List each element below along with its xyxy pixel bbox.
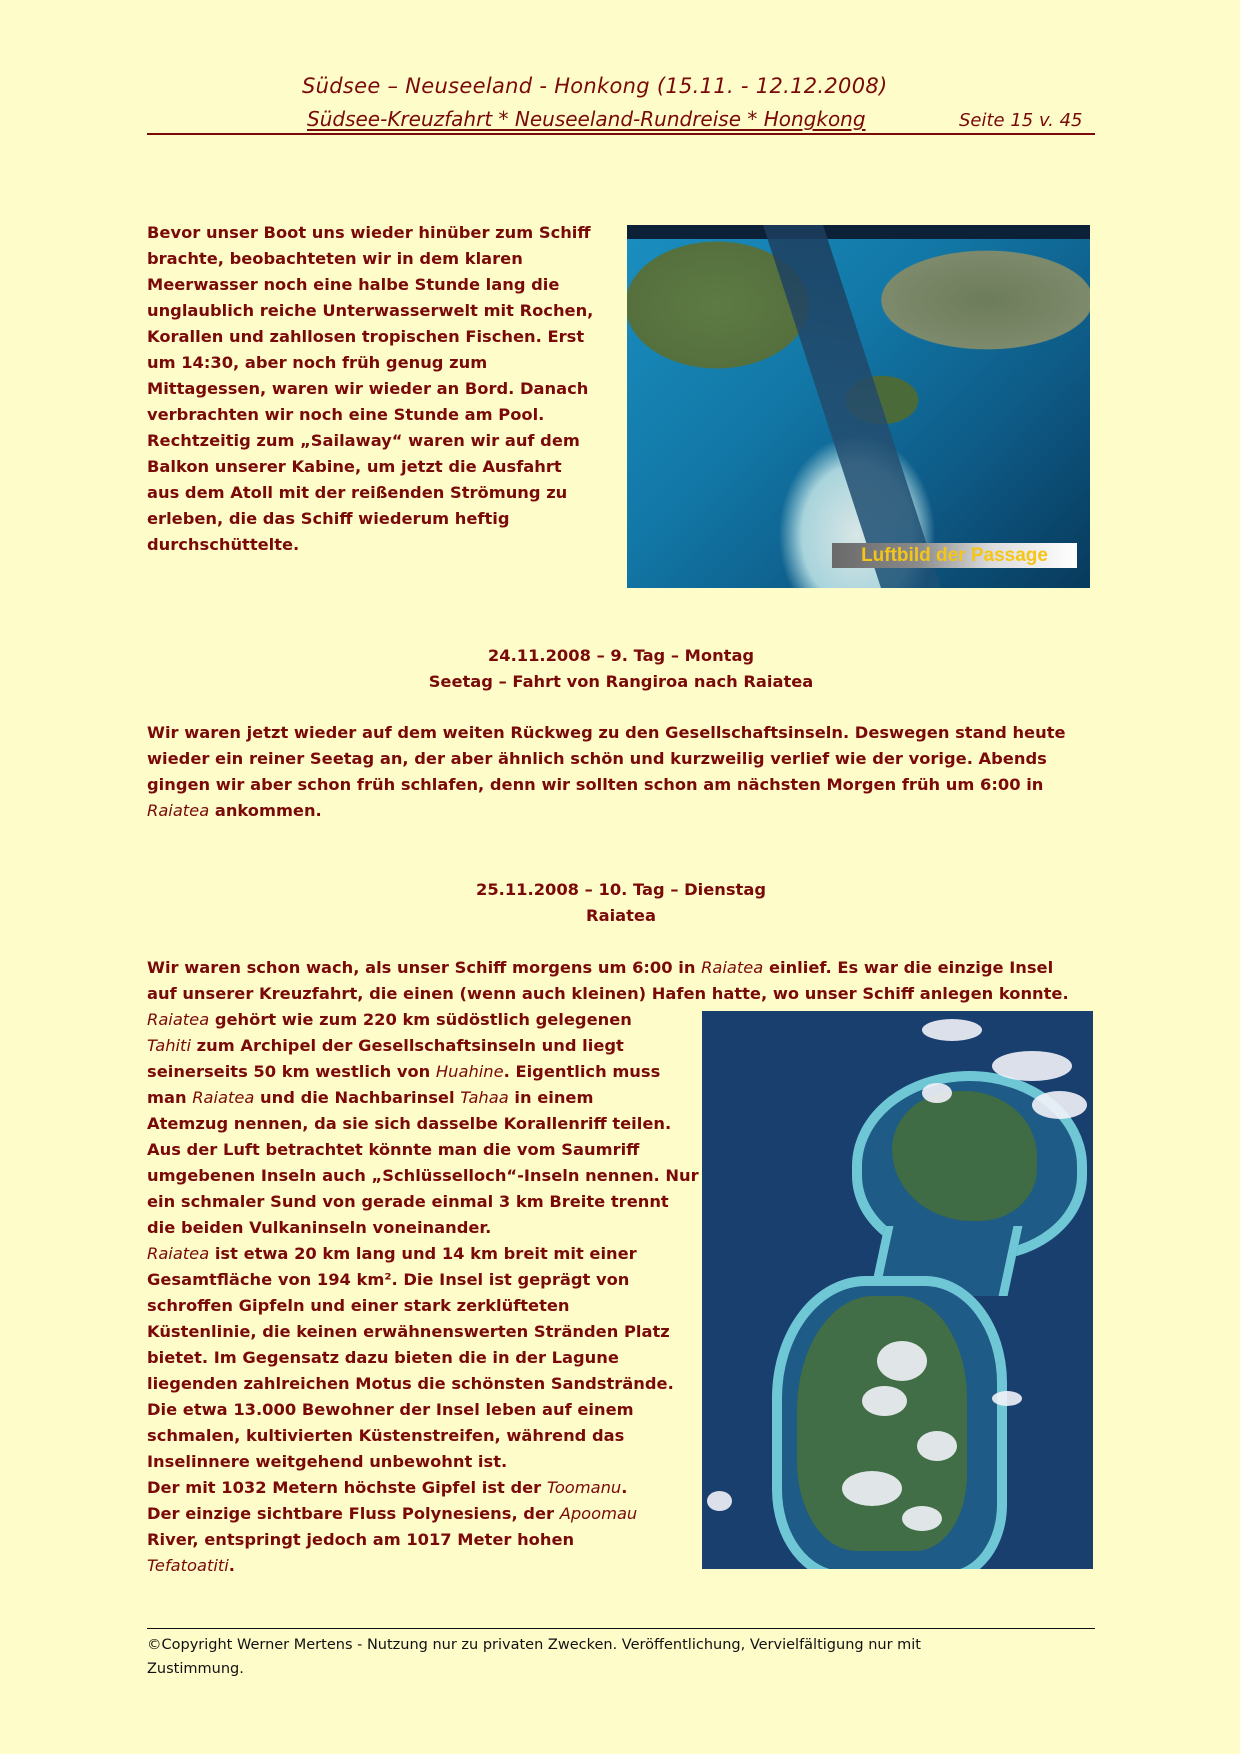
text-fragment: Der einzige sichtbare Fluss Polynesiens, der [147, 1504, 560, 1523]
text-line [147, 1033, 687, 1059]
day10-heading: 25.11.2008 – 10. Tag – Dienstag [476, 880, 766, 899]
text-line: gingen wir aber schon früh schlafen, denn wir sollten schon am nächsten Morgen früh um 6:00 in [147, 775, 1044, 794]
text-line: auf unserer Kreuzfahrt, die einen (wenn auch kleinen) Hafen hatte, wo unser Schiff anlegen konnte. [147, 984, 1069, 1003]
cloud [1032, 1091, 1087, 1119]
text-line: Bevor unser Boot uns wieder hinüber zum Schiff [147, 223, 591, 242]
day10-intro-paragraph [147, 955, 1097, 1007]
text-fragment: zum Archipel der Gesellschaftsinseln und liegt [190, 1036, 624, 1055]
place-name: Raiatea [147, 801, 210, 820]
day9-heading: 24.11.2008 – 9. Tag – Montag [487, 646, 755, 665]
text-line: schmalen, kultivierten Küstenstreifen, während das [147, 1426, 625, 1445]
text-line [147, 1501, 687, 1527]
text-line [147, 1475, 687, 1501]
text-line [147, 1085, 687, 1111]
copyright-line: Zustimmung. [147, 1661, 244, 1677]
photo-caption: Luftbild der Passage [832, 543, 1077, 568]
text-line: brachte, beobachteten wir in dem klaren [147, 249, 523, 268]
day10-heading-block [147, 877, 1095, 929]
copyright-line: ©Copyright Werner Mertens - Nutzung nur zu privaten Zwecken. Veröffentlichung, Vervielfältigung nur mit [147, 1637, 921, 1653]
text-line [147, 1241, 687, 1267]
text-line: schroffen Gipfeln und einer stark zerklüfteten [147, 1296, 570, 1315]
text-line: ein schmaler Sund von gerade einmal 3 km Breite trennt [147, 1192, 669, 1211]
footer-divider [147, 1628, 1095, 1629]
text-fragment: . Eigentlich muss [503, 1062, 661, 1081]
text-line: durchschüttelte. [147, 535, 300, 554]
text-line: Balkon unserer Kabine, um jetzt die Ausfahrt [147, 457, 562, 476]
place-name: Raiatea [192, 1088, 255, 1107]
text-line: Mittagessen, waren wir wieder an Bord. Danach [147, 379, 589, 398]
text-line: aus dem Atoll mit der reißenden Strömung zu [147, 483, 568, 502]
text-fragment: gehört wie zum 220 km südöstlich gelegenen [209, 1010, 632, 1029]
day9-heading-block [147, 643, 1095, 695]
cloud [842, 1471, 902, 1506]
text-fragment: ankommen. [209, 801, 322, 820]
section1-paragraph [147, 220, 617, 558]
text-fragment: . [228, 1556, 235, 1575]
text-line: Meerwasser noch eine halbe Stunde lang die [147, 275, 560, 294]
place-name: Tahiti [147, 1036, 191, 1055]
raiatea-satellite-photo [702, 1011, 1093, 1569]
text-fragment: Der mit 1032 Metern höchste Gipfel ist der [147, 1478, 547, 1497]
text-line: Aus der Luft betrachtet könnte man die vom Saumriff [147, 1140, 640, 1159]
text-line: liegenden zahlreichen Motus die schönsten Sandstrände. [147, 1374, 674, 1393]
document-title: Südsee – Neuseeland - Honkong (15.11. - 12.12.2008) [302, 74, 888, 98]
cloud [902, 1506, 942, 1531]
text-line: erleben, die das Schiff wiederum heftig [147, 509, 510, 528]
text-line: Atemzug nennen, da sie sich dasselbe Korallenriff teilen. [147, 1114, 672, 1133]
text-fragment: ist etwa 20 km lang und 14 km breit mit einer [209, 1244, 637, 1263]
cloud [862, 1386, 907, 1416]
place-name: Huahine [435, 1062, 504, 1081]
page-number: Seite 15 v. 45 [959, 110, 1083, 131]
day10-subheading: Raiatea [586, 906, 656, 925]
text-fragment: Wir waren schon wach, als unser Schiff morgens um 6:00 in [147, 958, 702, 977]
place-name: Raiatea [147, 1244, 210, 1263]
atoll-passage-photo [627, 225, 1090, 588]
text-line: die beiden Vulkaninseln voneinander. [147, 1218, 492, 1237]
document-subtitle: Südsee-Kreuzfahrt * Neuseeland-Rundreise * Hongkong [307, 107, 866, 131]
text-line: Wir waren jetzt wieder auf dem weiten Rückweg zu den Gesellschaftsinseln. Deswegen stand heute [147, 723, 1066, 742]
text-line: unglaublich reiche Unterwasserwelt mit Rochen, [147, 301, 594, 320]
text-line [147, 955, 1097, 981]
text-line: Die etwa 13.000 Bewohner der Insel leben auf einem [147, 1400, 634, 1419]
text-line: Rechtzeitig zum „Sailaway“ waren wir auf dem [147, 431, 580, 450]
text-line: wieder ein reiner Seetag an, der aber ähnlich schön und kurzweilig verlief wie der vorige. Abends [147, 749, 1047, 768]
place-name: Apoomau [559, 1504, 638, 1523]
place-name: Raiatea [701, 958, 764, 977]
place-name: Raiatea [147, 1010, 210, 1029]
place-name: Toomanu [546, 1478, 622, 1497]
text-fragment: in einem [508, 1088, 594, 1107]
text-line: um 14:30, aber noch früh genug zum [147, 353, 488, 372]
text-line: Gesamtfläche von 194 km². Die Insel ist geprägt von [147, 1270, 630, 1289]
text-fragment: und die Nachbarinsel [254, 1088, 461, 1107]
text-line: Küstenlinie, die keinen erwähnenswerten Stränden Platz [147, 1322, 670, 1341]
cloud [992, 1391, 1022, 1406]
header-divider [147, 133, 1095, 135]
day9-paragraph [147, 720, 1097, 824]
cloud [922, 1083, 952, 1103]
cloud [992, 1051, 1072, 1081]
raiatea-island [797, 1296, 967, 1551]
text-fragment: seinerseits 50 km westlich von [147, 1062, 436, 1081]
photo-channel [763, 225, 941, 588]
text-line [147, 1553, 687, 1579]
text-fragment: einlief. Es war die einzige Insel [763, 958, 1054, 977]
text-line: Korallen und zahllosen tropischen Fischen. Erst [147, 327, 585, 346]
place-name: Tefatoatiti [147, 1556, 229, 1575]
day10-body-paragraph [147, 1007, 699, 1579]
text-line: Inselinnere weitgehend unbewohnt ist. [147, 1452, 508, 1471]
cloud [922, 1019, 982, 1041]
text-fragment: . [621, 1478, 628, 1497]
cloud [707, 1491, 732, 1511]
photo-ocean [627, 225, 1090, 239]
text-line [147, 1059, 687, 1085]
cloud [877, 1341, 927, 1381]
cloud [917, 1431, 957, 1461]
text-fragment: man [147, 1088, 193, 1107]
day9-subheading: Seetag – Fahrt von Rangiroa nach Raiatea [428, 672, 814, 691]
text-line: bietet. Im Gegensatz dazu bieten die in der Lagune [147, 1348, 619, 1367]
text-line [147, 1007, 687, 1033]
text-line: River, entspringt jedoch am 1017 Meter hohen [147, 1530, 575, 1549]
place-name: Tahaa [460, 1088, 509, 1107]
copyright-footer [147, 1633, 1095, 1681]
text-line: verbrachten wir noch eine Stunde am Pool. [147, 405, 545, 424]
text-line [147, 798, 1097, 824]
text-line: umgebenen Inseln auch „Schlüsselloch“-Inseln nennen. Nur [147, 1166, 699, 1185]
